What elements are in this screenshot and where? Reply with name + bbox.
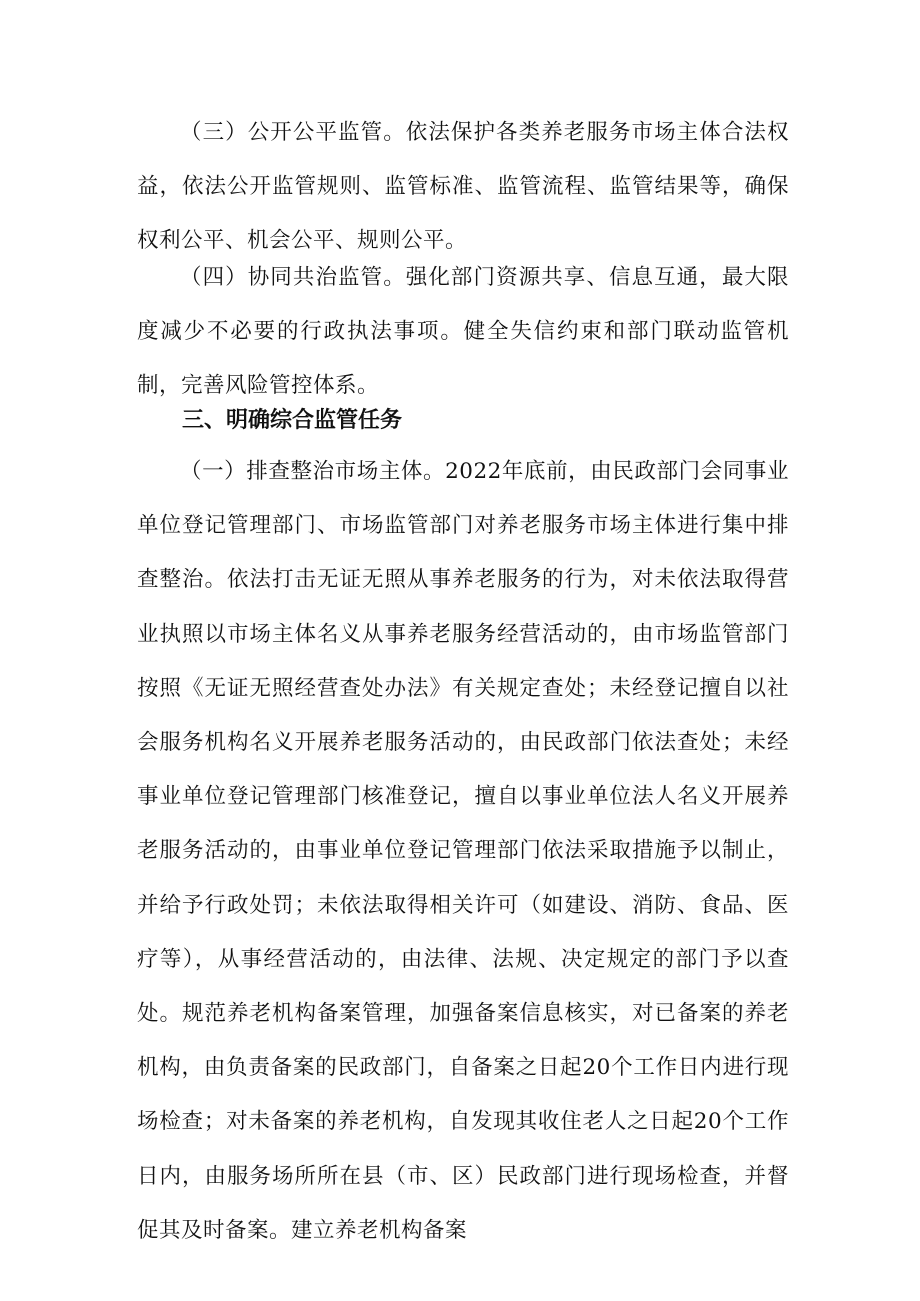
paragraph-collaborative-supervision: （四）协同共治监管。强化部门资源共享、信息互通，最大限度减少不必要的行政执法事项。健全失信约束和部门联动监管机制，完善风险管控体系。 xyxy=(137,265,789,399)
paragraph-market-entity-rectification: （一）排查整治市场主体。2022年底前，由民政部门会同事业单位登记管理部门、市场监管部门对养老服务市场主体进行集中排查整治。依法打击无证无照从事养老服务的行为，对未依法取得营业执照以市场主体名义从事养老服务经营活动的，由市场监管部门按照《无证无照经营查处办法》有关规定查处；未经登记擅自以社会服务机构名义开展养老服务活动的，由民政部门依法查处；未经事业单位登记管理部门核准登记，擅自以事业单位法人名义开展养老服务活动的，由事业单位登记管理部门依法采取措施予以制止，并给予行政处罚；未依法取得相关许可（如建设、消防、食品、医疗等），从事经营活动的，由法律、法规、决定规定的部门予以查处。规范养老机构备案管理，加强备案信息核实，对已备案的养老机构，由负责备案的民政部门，自备案之日起20个工作日内进行现场检查；对未备案的养老机构，自发现其收住老人之日起20个工作日内，由服务场所所在县（市、区）民政部门进行现场检查，并督促其及时备案。建立养老机构备案 xyxy=(137,459,789,1243)
section-heading: 三、明确综合监管任务 xyxy=(182,408,403,433)
paragraph-public-fair-supervision: （三）公开公平监管。依法保护各类养老服务市场主体合法权益，依法公开监管规则、监管标准、监管流程、监管结果等，确保权利公平、机会公平、规则公平。 xyxy=(137,120,789,254)
